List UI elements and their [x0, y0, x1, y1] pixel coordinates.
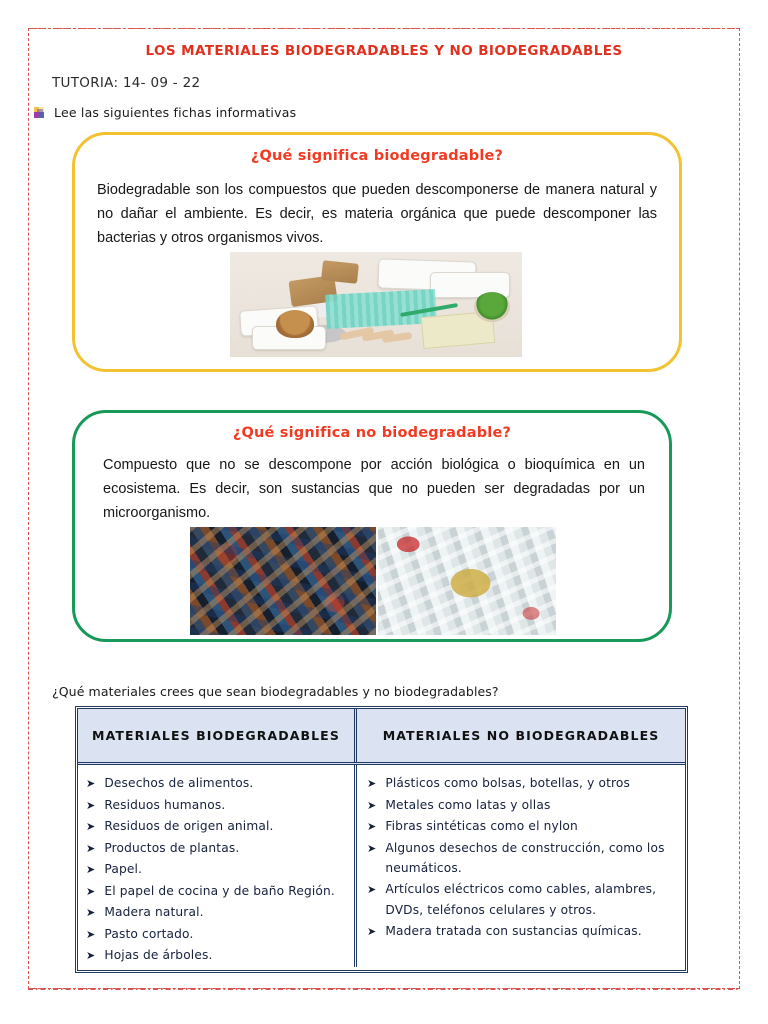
list-item — [86, 816, 348, 837]
list-item — [86, 859, 348, 880]
arrow-bullet-icon: ➤ — [367, 798, 377, 812]
card-biodegradable-title: ¿Qué significa biodegradable? — [250, 148, 504, 164]
arrow-bullet-icon: ➤ — [86, 949, 96, 962]
list-item — [86, 795, 348, 816]
list-item — [367, 921, 679, 942]
list-item — [86, 881, 348, 902]
colored-cross-bullet-icon — [34, 107, 46, 119]
arrow-bullet-icon: ➤ — [367, 883, 377, 896]
list-item-label: Residuos humanos. — [104, 797, 226, 812]
list-item-label: Residuos de origen animal. — [104, 819, 274, 833]
arrow-bullet-icon: ➤ — [86, 798, 96, 812]
list-item-label: Artículos eléctricos como cables, alambres, DVDs, teléfonos celulares y otros. — [385, 882, 657, 917]
list-item-label: Madera natural. — [104, 905, 204, 919]
arrow-bullet-icon: ➤ — [86, 777, 96, 790]
list-item — [367, 773, 679, 794]
table-body-row — [78, 765, 685, 967]
list-item — [86, 924, 348, 945]
list-item-label: Papel. — [104, 862, 143, 876]
arrow-bullet-icon: ➤ — [86, 841, 96, 855]
card-no-biodegradable-body: Compuesto que no se descompone por acción biológica o bioquímica en un ecosistema. Es decir, son sustancias que no pueden ser degradadas por un microorganismo. — [103, 457, 645, 521]
list-item-label: Desechos de alimentos. — [104, 776, 254, 790]
list-item — [86, 945, 348, 966]
arrow-bullet-icon: ➤ — [367, 820, 377, 833]
list-item-label: El papel de cocina y de baño Región. — [104, 883, 335, 898]
list-item-label: Pasto cortado. — [104, 926, 194, 941]
biodegradable-material-list — [86, 773, 348, 966]
list-item — [86, 902, 348, 923]
list-item-label: Fibras sintéticas como el nylon — [385, 819, 578, 833]
arrow-bullet-icon: ➤ — [367, 924, 377, 938]
materials-table — [75, 706, 688, 973]
arrow-bullet-icon: ➤ — [86, 906, 96, 919]
batteries-photo — [190, 527, 376, 635]
list-item-label: Metales como latas y ollas — [385, 797, 551, 812]
list-item — [367, 816, 679, 837]
table-question: ¿Qué materiales crees que sean biodegradables y no biodegradables? — [52, 684, 499, 699]
cell-no-biodegradable-list — [357, 765, 685, 967]
biodegradable-tableware-photo — [230, 252, 522, 357]
list-item-label: Hojas de árboles. — [104, 948, 213, 962]
instruction-row — [34, 105, 296, 120]
list-item — [367, 838, 679, 879]
card-no-biodegradable-title: ¿Qué significa no biodegradable? — [232, 425, 512, 441]
arrow-bullet-icon: ➤ — [86, 820, 96, 833]
list-item-label: Algunos desechos de construcción, como los neumáticos. — [385, 840, 665, 875]
list-item — [86, 773, 348, 794]
tutoria-date-line: TUTORIA: 14- 09 - 22 — [52, 75, 201, 91]
arrow-bullet-icon: ➤ — [86, 863, 96, 876]
no-biodegradable-material-list — [367, 773, 679, 942]
column-header-no-biodegradable: MATERIALES NO BIODEGRADABLES — [382, 728, 660, 743]
column-header-biodegradable: MATERIALES BIODEGRADABLES — [78, 709, 357, 762]
list-item — [367, 795, 679, 816]
list-item — [86, 838, 348, 859]
list-item-label: Productos de plantas. — [104, 840, 240, 855]
list-item-label: Madera tratada con sustancias químicas. — [385, 923, 642, 938]
cell-biodegradable-list — [78, 765, 357, 967]
arrow-bullet-icon: ➤ — [86, 927, 96, 941]
plastic-bottles-photo — [378, 527, 556, 635]
list-item-label: Plásticos como bolsas, botellas, y otros — [385, 776, 631, 790]
arrow-bullet-icon: ➤ — [367, 841, 377, 855]
arrow-bullet-icon: ➤ — [86, 884, 96, 898]
table-header-row — [78, 709, 685, 765]
card-biodegradable-body: Biodegradable son los compuestos que pueden descomponerse de manera natural y no dañar el ambiente. Es decir, es materia orgánica que puede descomponer las bacterias y otros organismos vivos. — [97, 182, 657, 246]
list-item — [367, 879, 679, 920]
page-title: LOS MATERIALES BIODEGRADABLES Y NO BIODEGRADABLES — [145, 43, 623, 59]
instruction-text: Lee las siguientes fichas informativas — [54, 105, 297, 120]
arrow-bullet-icon: ➤ — [367, 777, 377, 790]
